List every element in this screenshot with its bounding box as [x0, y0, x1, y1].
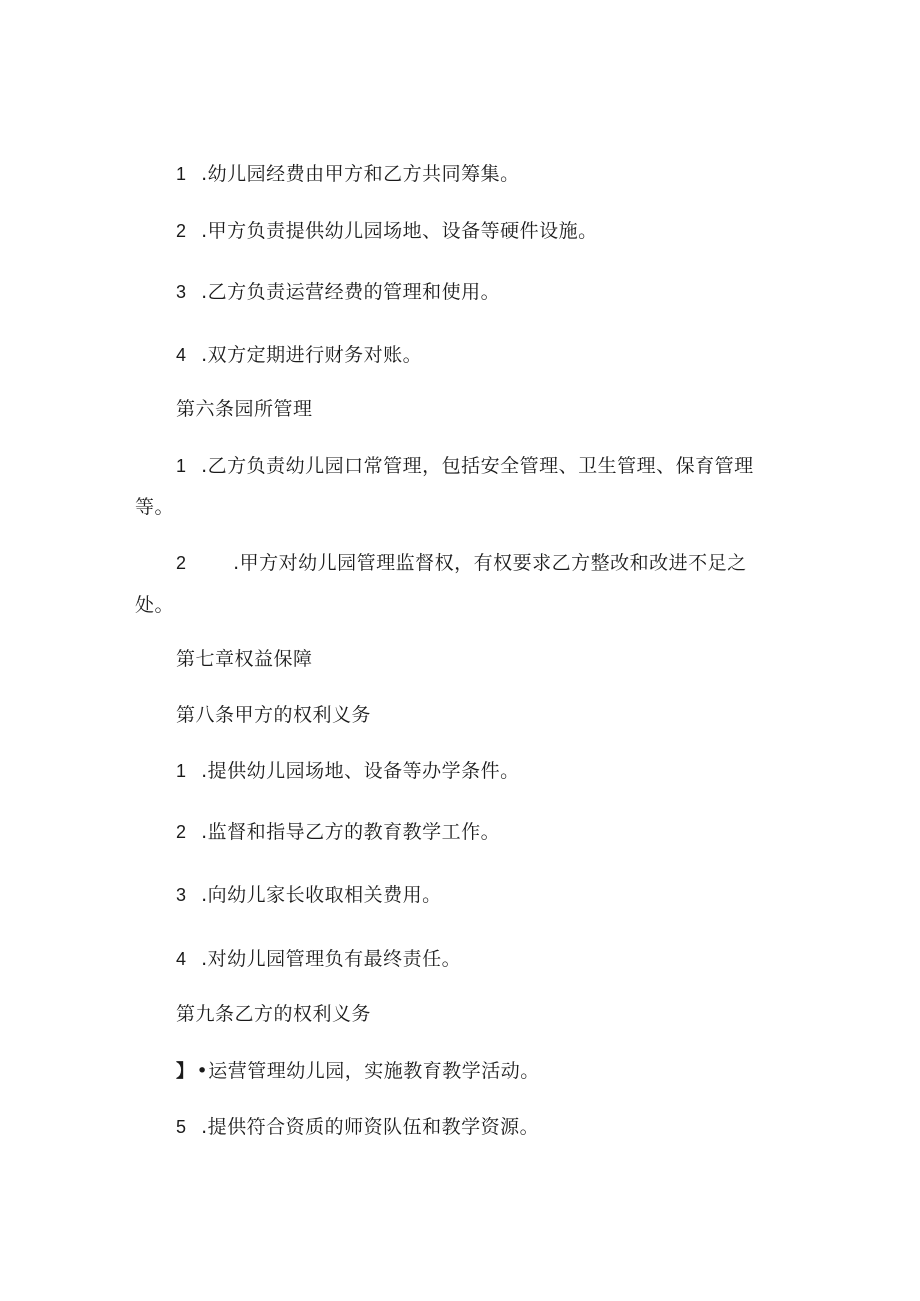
item-separator: .: [233, 552, 240, 574]
item-number: 3: [176, 885, 187, 905]
item-number: 3: [176, 282, 187, 302]
paragraph-item: [176, 760, 520, 782]
item-text: 向幼儿家长收取相关费用。: [207, 884, 442, 906]
paragraph-item: [176, 884, 442, 906]
paragraph-item: [176, 948, 461, 970]
item-text: 甲方负责提供幼儿园场地、设备等硬件设施。: [207, 220, 598, 242]
paragraph-item: [176, 1116, 539, 1138]
item-number: 】: [176, 1061, 195, 1081]
item-separator: .: [201, 821, 208, 843]
item-text: 甲方对幼儿园管理监督权，有权要求乙方整改和改进不足之: [239, 552, 747, 574]
item-text-continuation: 等。: [135, 496, 175, 518]
paragraph-item: [176, 552, 747, 574]
item-number: 4: [176, 949, 187, 969]
item-number: 1: [176, 761, 187, 781]
item-separator: .: [201, 1116, 208, 1138]
item-text: 幼儿园经费由甲方和乙方共同筹集。: [207, 163, 520, 185]
item-text: 监督和指导乙方的教育教学工作。: [207, 821, 501, 843]
item-separator: .: [201, 884, 208, 906]
item-number: 1: [176, 456, 187, 476]
item-number: 2: [176, 553, 187, 573]
chapter-heading: 第七章权益保障: [176, 648, 313, 670]
item-number: 4: [176, 345, 187, 365]
item-text-continuation: 处。: [135, 594, 175, 616]
item-separator: .: [201, 948, 208, 970]
paragraph-item: [176, 344, 422, 366]
paragraph-item: [176, 163, 520, 185]
item-separator: •: [196, 1060, 209, 1082]
item-number: 5: [176, 1117, 187, 1137]
item-separator: .: [201, 760, 208, 782]
item-text: 提供符合资质的师资队伍和教学资源。: [207, 1116, 540, 1138]
item-number: 2: [176, 822, 187, 842]
section-heading: 第九条乙方的权利义务: [176, 1003, 372, 1025]
item-text: 双方定期进行财务对账。: [207, 344, 423, 366]
paragraph-item: [176, 821, 500, 843]
section-heading: 第八条甲方的权利义务: [176, 704, 372, 726]
paragraph-item: [176, 455, 754, 477]
item-separator: .: [201, 281, 208, 303]
item-separator: .: [201, 455, 208, 477]
item-text: 运营管理幼儿园，实施教育教学活动。: [208, 1060, 540, 1082]
item-separator: .: [201, 220, 208, 242]
item-text: 对幼儿园管理负有最终责任。: [207, 948, 462, 970]
item-text: 乙方负责幼儿园口常管理，包括安全管理、卫生管理、保育管理: [207, 455, 754, 477]
item-number: 1: [176, 164, 187, 184]
item-text: 提供幼儿园场地、设备等办学条件。: [207, 760, 520, 782]
paragraph-item: [176, 220, 598, 242]
section-heading: 第六条园所管理: [176, 398, 313, 420]
paragraph-item: [176, 1060, 540, 1082]
paragraph-item: [176, 281, 500, 303]
item-text: 乙方负责运营经费的管理和使用。: [207, 281, 501, 303]
item-separator: .: [201, 163, 208, 185]
item-number: 2: [176, 221, 187, 241]
item-separator: .: [201, 344, 208, 366]
